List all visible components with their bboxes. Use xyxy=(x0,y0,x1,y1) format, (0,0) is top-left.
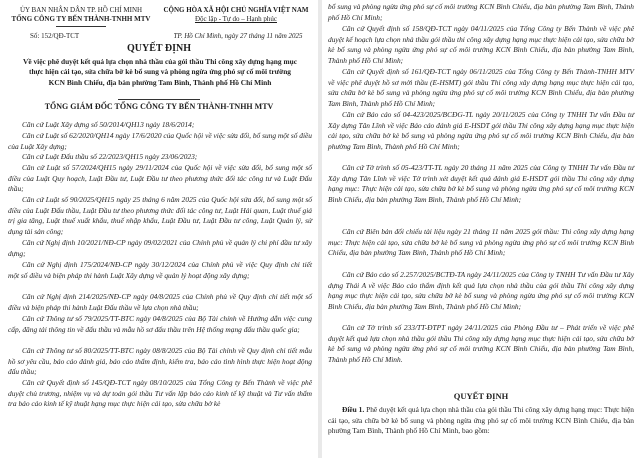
issuer-line-2: TỔNG CÔNG TY BẾN THÀNH-TNHH MTV xyxy=(11,15,151,23)
legal-basis-15: Căn cứ Tờ trình số 05-423/TT-TL ngày 20 tháng 11 năm 2025 của Công ty TNHH Tư vấn Đầu tư Xây dựng Tân Lĩnh về việc Tờ trình xét duyệt kết quả đánh giá E-HSDT gói thầu Thi công xây dựng hạng mục: Thực hiện cải tạo, sửa chữa bờ kè bổ sung và phòng ngừa ứng phó sự cố môi trường KCN Bình Chiểu, địa bàn phường Tam Bình, Thành phố Hồ Chí Minh; xyxy=(328,163,634,204)
decision-heading: QUYẾT ĐỊNH xyxy=(453,391,509,401)
legal-basis-3: Căn cứ Luật Đấu thầu số 22/2023/QH15 ngày 23/06/2023; xyxy=(22,152,198,161)
subject-underline xyxy=(118,99,200,100)
document-date: TP. Hồ Chí Minh, ngày 27 tháng 11 năm 2025 xyxy=(173,32,303,40)
legal-basis-4: Căn cứ Luật số 57/2024/QH15 ngày 29/11/2024 của Quốc hội về việc sửa đổi, bổ sung một số điều của Luật Quy hoạch, Luật Đầu tư, Luật Đầu tư theo phương thức đối tác công tư và Luật Đấu thầu; xyxy=(8,163,312,194)
issuer-line-1: ỦY BAN NHÂN DÂN TP. HỒ CHÍ MINH xyxy=(19,6,143,14)
legal-basis-13: Căn cứ Quyết định số 161/QĐ-TCT ngày 06/11/2025 của Tổng Công ty Bến Thành-TNHH MTV về việc phê duyệt hồ sơ mời thầu (E-HSMT) gói thầu Thi công xây dựng hạng mục thực hiện cải tạo, sửa chữa bờ kè bổ sung và phòng ngừa ứng phó sự cố môi trường KCN Bình Chiểu, địa bàn phường Tam Bình, Thành phố Hồ Chí Minh; xyxy=(328,67,634,108)
legal-basis-18: Căn cứ Tờ trình số 233/TT-ĐTPT ngày 24/11/2025 của Phòng Đầu tư – Phát triển về việc phê duyệt kết quả lựa chọn nhà thầu gói thầu Thi công xây dựng hạng mục thực hiện cải tạo, sửa chữa bờ kè bổ sung và phòng ngừa ứng phó sự cố môi trường KCN Bình Chiểu, địa bàn phường Tam Bình, Thành phố Hồ Chí Minh. xyxy=(328,323,634,364)
legal-basis-continued: bổ sung và phòng ngừa ứng phó sự cố môi trường KCN Bình Chiểu, địa bàn phường Tam Bình, Thành phố Hồ Chí Minh; xyxy=(328,2,634,22)
legal-basis-1: Căn cứ Luật Xây dựng số 50/2014/QH13 ngày 18/6/2014; xyxy=(22,120,195,129)
article-1-text: Phê duyệt kết quả lựa chọn nhà thầu của gói thầu Thi công xây dựng hạng mục: Thực hiện cải tạo, sửa chữa bờ kè bổ sung và phòng ngừa ứng phó sự cố môi trường KCN Bình Chiểu, địa bàn phường Tam Bình, Thành phố Hồ Chí Minh, bao gồm: xyxy=(328,405,634,436)
decision-title: QUYẾT ĐỊNH xyxy=(127,43,191,54)
article-1-label: Điều 1. xyxy=(342,405,365,414)
legal-basis-8: Căn cứ Nghị định 214/2025/NĐ-CP ngày 04/8/2025 của Chính phủ về Quy định chi tiết một số điều và biện pháp thi hành Luật Đấu thầu về lựa chọn nhà thầu; xyxy=(8,292,312,312)
authority-line: TỔNG GIÁM ĐỐC TỔNG CÔNG TY BẾN THÀNH-TNHH MTV xyxy=(44,102,274,111)
legal-basis-12: Căn cứ Quyết định số 158/QĐ-TCT ngày 04/11/2025 của Tổng Công ty Bến Thành về việc phê duyệt kế hoạch lựa chọn nhà thầu gói thầu thi công xây dựng hạng mục thực hiện cải tạo, sửa chữa bờ kè bổ sung và phòng ngừa ứng phó sự cố môi trường KCN Bình Chiểu, địa bàn phường Tam Bình, Thành phố Hồ Chí Minh; xyxy=(328,24,634,65)
document-number: Số: 152/QĐ-TCT xyxy=(30,32,80,40)
legal-basis-11: Căn cứ Quyết định số 145/QĐ-TCT ngày 08/10/2025 của Tổng Công ty Bến Thành về việc phê duyệt chủ trương, nhiệm vụ và dự toán gói thầu Tư vấn lập báo cáo kinh tế kỹ thuật và Tư vấn thẩm tra báo cáo kinh tế kỹ thuật hạng mục thực hiện cải tạo, sửa chữa bờ kè xyxy=(8,378,312,409)
legal-basis-9: Căn cứ Thông tư số 79/2025/TT-BTC ngày 04/8/2025 của Bộ Tài chính về Hướng dẫn việc cung cấp, đăng tải thông tin về đấu thầu và mẫu hồ sơ đấu thầu trên Hệ thống mạng đấu thầu quốc gia; xyxy=(8,314,312,334)
national-header xyxy=(158,6,314,24)
legal-basis-16: Căn cứ Biên bản đối chiếu tài liệu ngày 21 tháng 11 năm 2025 gói thầu: Thi công xây dựng hạng mục: Thực hiện cải tạo, sửa chữa bờ kè bổ sung và phòng ngừa ứng phó sự cố môi trường KCN Bình Chiểu, địa bàn phường Tam Bình, Thành phố Hồ Chí Minh; xyxy=(328,227,634,258)
legal-basis-14: Căn cứ Báo cáo số 04-423/2025/BCĐG-TL ngày 20/11/2025 của Công ty TNHH Tư vấn Đầu tư Xây dựng Tân Lĩnh về việc Báo cáo đánh giá E-HSDT gói thầu Thi công xây dựng hạng mục thực hiện cải tạo, sửa chữa bờ kè bổ sung và phòng ngừa ứng phó sự cố môi trường KCN Bình Chiểu, địa bàn phường Tam Bình, Thành phố Hồ Chí Minh; xyxy=(328,110,634,151)
article-1 xyxy=(328,405,634,437)
right-column xyxy=(322,0,640,458)
decision-subject: Về việc phê duyệt kết quả lựa chọn nhà thầu của gói thầu Thi công xây dựng hạng mục thực hiện cải tạo, sửa chữa bờ kè bổ sung và phòng ngừa ứng phó sự cố môi trường KCN Bình Chiểu, địa bàn phường Tam Bình, Thành phố Hồ Chí Minh xyxy=(22,57,298,87)
national-slogan: Độc lập - Tự do – Hạnh phúc xyxy=(194,15,277,23)
left-column xyxy=(0,0,318,458)
national-motto: CỘNG HÒA XÃ HỘI CHỦ NGHĨA VIỆT NAM xyxy=(163,6,309,14)
issuer-header xyxy=(6,6,156,24)
issuer-underline xyxy=(56,26,106,27)
legal-basis-2: Căn cứ Luật số 62/2020/QH14 ngày 17/6/2020 của Quốc hội về việc sửa đổi, bổ sung một số điều của Luật Xây dựng; xyxy=(8,131,312,151)
legal-basis-7: Căn cứ Nghị định 175/2024/NĐ-CP ngày 30/12/2024 của Chính phủ về việc Quy định chi tiết một số điều và biện pháp thi hành Luật Xây dựng về quản lý hoạt động xây dựng; xyxy=(8,260,312,280)
legal-basis-5: Căn cứ Luật số 90/2025/QH15 ngày 25 tháng 6 năm 2025 của Quốc hội sửa đổi, bổ sung một số điều của Luật Đấu thầu, Luật Đầu tư theo phương thức đối tác công tư, Luật Hải quan, Luật thuế giá trị gia tăng, Luật thuế xuất khẩu, thuế nhập khẩu, Luật Đầu tư, Luật Đầu tư công, Luật Quản lý, sử dụng tài sản công; xyxy=(8,195,312,236)
legal-basis-10: Căn cứ Thông tư số 80/2025/TT-BTC ngày 08/8/2025 của Bộ Tài chính về Quy định chi tiết mẫu hồ sơ yêu cầu, báo cáo đánh giá, báo cáo thẩm định, kiểm tra, báo cáo tình hình thực hiện hoạt động đấu thầu; xyxy=(8,346,312,377)
legal-basis-6: Căn cứ Nghị định 10/2021/NĐ-CP ngày 09/02/2021 của Chính phủ về quản lý chi phí đầu tư xây dựng; xyxy=(8,238,312,258)
legal-basis-17: Căn cứ Báo cáo số 2.257/2025/BCTĐ-TA ngày 24/11/2025 của Công ty TNHH Tư vấn Đầu tư Xây dựng Thái A về việc Báo cáo thẩm định kết quả lựa chọn nhà thầu của gói thầu Thi công xây dựng hạng mục thực hiện cải tạo, sửa chữa bờ kè bổ sung và phòng ngừa ứng phó sự cố môi trường KCN Bình Chiểu, địa bàn phường Tam Bình, Thành phố Hồ Chí Minh; xyxy=(328,270,634,311)
